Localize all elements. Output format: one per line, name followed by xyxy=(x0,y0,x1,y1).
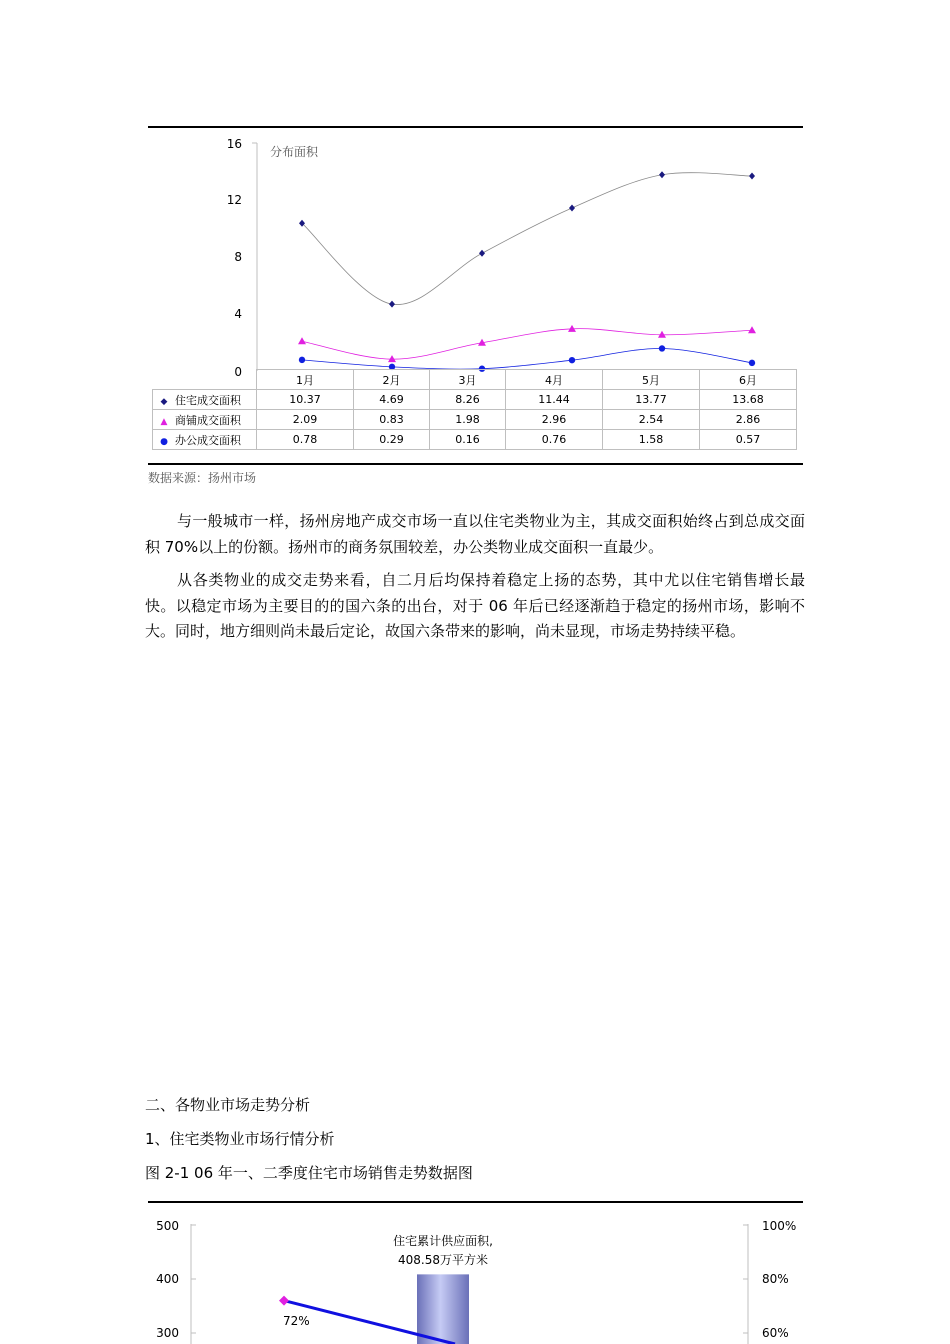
chart2-ytick-right: 80% xyxy=(762,1272,789,1286)
triangle-data-point xyxy=(568,325,576,332)
chart2-percent-marker xyxy=(279,1296,289,1306)
chart1-ytick-12: 12 xyxy=(226,193,242,207)
chart2-bar-label xyxy=(366,1232,520,1270)
series-line xyxy=(302,329,752,360)
circle-marker-icon: ● xyxy=(160,436,168,447)
chart1-data-table xyxy=(152,369,797,450)
diamond-data-point xyxy=(389,301,395,308)
diamond-data-point xyxy=(749,173,755,180)
table-col-month: 2月 xyxy=(353,370,429,390)
subsection-heading: 1、住宅类物业市场行情分析 xyxy=(145,1130,335,1148)
legend-office xyxy=(153,430,257,450)
chart2-ytick-left: 500 xyxy=(156,1219,179,1233)
chart1-source-note: 数据来源：扬州市场 xyxy=(148,471,257,485)
legend-label: 住宅成交面积 xyxy=(175,393,241,407)
table-cell: 2.96 xyxy=(506,410,603,430)
circle-data-point xyxy=(659,345,665,351)
series-line xyxy=(302,173,752,305)
table-cell: 10.37 xyxy=(257,390,354,410)
table-cell: 0.76 xyxy=(506,430,603,450)
table-row xyxy=(153,410,797,430)
diamond-data-point xyxy=(479,250,485,257)
chart2-bar-supply xyxy=(417,1274,469,1344)
series-line xyxy=(302,348,752,369)
diamond-data-point xyxy=(659,171,665,178)
triangle-data-point xyxy=(748,326,756,333)
triangle-data-point xyxy=(388,355,396,362)
table-corner xyxy=(153,370,257,390)
chart1-bottom-rule xyxy=(148,463,803,465)
paragraph: 与一般城市一样，扬州房地产成交市场一直以住宅类物业为主，其成交面积始终占到总成交面积 70%以上的份额。扬州市的商务氛围较差，办公类物业成交面积一直最少。 xyxy=(145,512,805,556)
table-cell: 0.57 xyxy=(699,430,796,450)
table-cell: 4.69 xyxy=(353,390,429,410)
paragraph: 从各类物业的成交走势来看，自二月后均保持着稳定上扬的态势，其中尤以住宅销售增长最快。以稳定市场为主要目的的国六条的出台，对于 06 年后已经逐渐趋于稳定的扬州市场，影响不大。同时，地方细则尚未最后定论，故国六条带来的影响，尚未显现，市场走势持续平稳。 xyxy=(145,571,805,640)
chart2-ytick-left: 300 xyxy=(156,1326,179,1340)
diamond-marker-icon: ◆ xyxy=(160,396,168,407)
legend-label: 商铺成交面积 xyxy=(175,413,241,427)
body-text xyxy=(145,509,805,653)
table-cell: 2.86 xyxy=(699,410,796,430)
chart1-ytick-8: 8 xyxy=(234,250,242,264)
triangle-marker-icon: ▲ xyxy=(160,416,168,427)
chart2-plot xyxy=(0,1200,950,1344)
table-col-month: 1月 xyxy=(257,370,354,390)
chart1-ytick-0: 0 xyxy=(234,365,242,379)
table-header-row xyxy=(153,370,797,390)
legend-residential xyxy=(153,390,257,410)
table-col-month: 4月 xyxy=(506,370,603,390)
table-cell: 0.29 xyxy=(353,430,429,450)
chart2-ytick-right: 100% xyxy=(762,1219,797,1233)
bar-label-line1: 住宅累计供应面积, xyxy=(393,1234,493,1248)
chart2-ytick-left: 400 xyxy=(156,1272,179,1286)
table-cell: 13.77 xyxy=(603,390,700,410)
table-row xyxy=(153,430,797,450)
table-cell: 0.16 xyxy=(430,430,506,450)
circle-data-point xyxy=(299,357,305,363)
table-col-month: 3月 xyxy=(430,370,506,390)
table-row xyxy=(153,390,797,410)
circle-data-point xyxy=(749,360,755,366)
table-cell: 2.54 xyxy=(603,410,700,430)
table-cell: 0.78 xyxy=(257,430,354,450)
triangle-data-point xyxy=(658,331,666,338)
section-heading: 二、各物业市场走势分析 xyxy=(145,1096,311,1114)
table-cell: 1.98 xyxy=(430,410,506,430)
legend-shops xyxy=(153,410,257,430)
chart2-ytick-right: 60% xyxy=(762,1326,789,1340)
table-col-month: 6月 xyxy=(699,370,796,390)
table-cell: 8.26 xyxy=(430,390,506,410)
table-cell: 0.83 xyxy=(353,410,429,430)
chart1-ytick-4: 4 xyxy=(234,307,242,321)
table-cell: 13.68 xyxy=(699,390,796,410)
table-cell: 11.44 xyxy=(506,390,603,410)
legend-label: 办公成交面积 xyxy=(175,433,241,447)
triangle-data-point xyxy=(298,337,306,344)
table-cell: 2.09 xyxy=(257,410,354,430)
figure-caption: 图 2-1 06 年一、二季度住宅市场销售走势数据图 xyxy=(145,1164,473,1182)
chart1-ytick-16: 16 xyxy=(226,137,242,151)
diamond-data-point xyxy=(569,204,575,211)
bar-label-line2: 408.58万平方米 xyxy=(398,1253,488,1267)
circle-data-point xyxy=(569,357,575,363)
chart1-partial-title: 分布面积 xyxy=(270,145,319,159)
table-cell: 1.58 xyxy=(603,430,700,450)
table-col-month: 5月 xyxy=(603,370,700,390)
chart2-point-label: 72% xyxy=(283,1314,310,1328)
